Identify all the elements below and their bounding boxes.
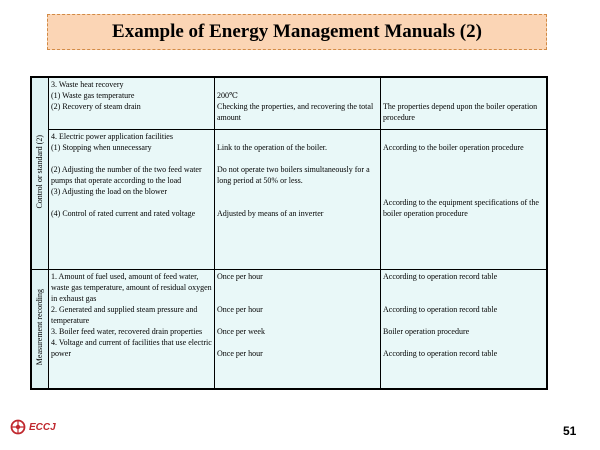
table-cell-item: 1. Amount of fuel used, amount of feed water, waste gas temperature, amount of residual oxygen in exhaust gas 2. Generated and supplied steam pressure and temperature 3. Boiler feed water, recovered drain properties 4. Voltage and current of facilities that use electric power (49, 270, 215, 389)
table-cell-note: According to the boiler operation procedure According to the equipment specifications of the boiler operation procedure (381, 130, 547, 270)
table-cell-standard: Link to the operation of the boiler. Do not operate two boilers simultaneously for a long period at 50% or less. Adjusted by means of an inverter (215, 130, 381, 270)
table-cell-item: 3. Waste heat recovery (1) Waste gas temperature (2) Recovery of steam drain (49, 78, 215, 130)
eccj-logo-icon (10, 419, 26, 435)
table-row (32, 270, 547, 389)
table-cell-note: The properties depend upon the boiler operation procedure (381, 78, 547, 130)
logo-text: ECCJ (29, 421, 56, 433)
manual-table (31, 77, 547, 389)
table-row (32, 78, 547, 130)
table-cell-standard: 200℃ Checking the properties, and recovering the total amount (215, 78, 381, 130)
table-cell-item: 4. Electric power application facilities (1) Stopping when unnecessary (2) Adjusting the number of the two feed water pumps that operate according to the load (3) Adjusting the load on the blower (4) Control of rated current and rated voltage (49, 130, 215, 270)
table-cell-note: According to operation record table According to operation record table Boiler operation procedure According to operation record table (381, 270, 547, 389)
page-number: 51 (563, 424, 577, 438)
page-title: Example of Energy Management Manuals (2) (112, 21, 482, 42)
title-banner (47, 14, 547, 50)
energy-manual-table (30, 76, 548, 390)
section-label-measurement: Measurement recording (32, 270, 49, 389)
eccj-logo (10, 419, 56, 435)
table-row (32, 130, 547, 270)
section-label-control: Control or standard (2) (32, 78, 49, 270)
table-cell-standard: Once per hour Once per hour Once per week Once per hour (215, 270, 381, 389)
